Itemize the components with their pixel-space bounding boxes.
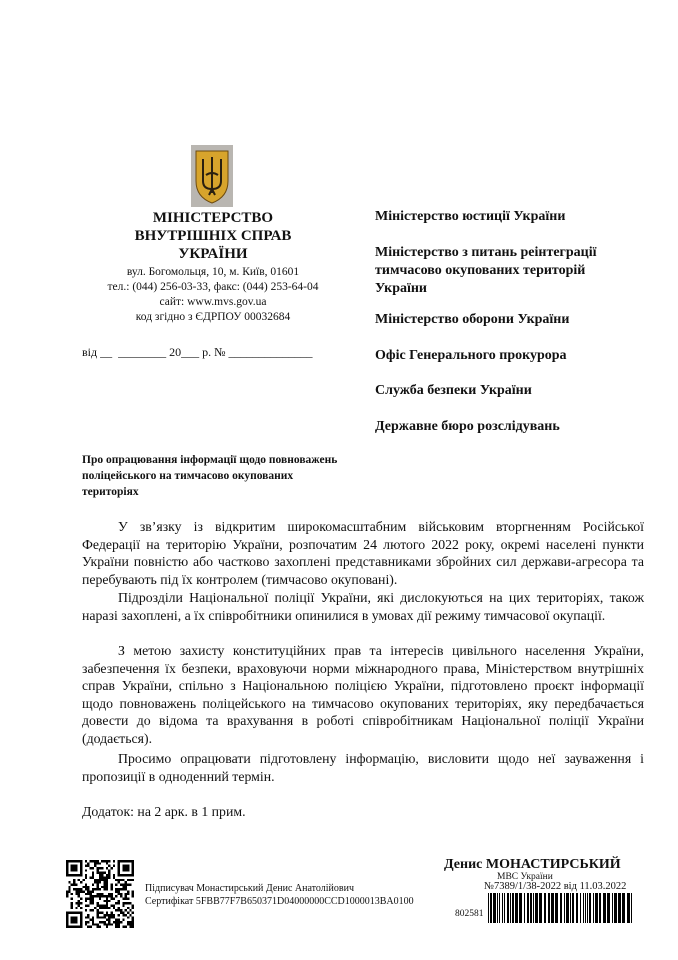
ministry-website: сайт: www.mvs.gov.ua: [159, 296, 267, 308]
qr-code-icon: [66, 860, 134, 928]
recipient-sbu: Служба безпеки України: [375, 383, 532, 398]
barcode-icon: [488, 893, 634, 923]
body-paragraph-4: Просимо опрацювати підготовлену інформацію, висловити щодо неї зауваження і пропозиції в одноденний термін.: [82, 751, 644, 784]
barcode-number: 802581: [455, 909, 484, 919]
attachment-note: Додаток: на 2 арк. в 1 прим.: [82, 804, 246, 819]
recipient-justice: Міністерство юстиції України: [375, 209, 566, 224]
ministry-name-line1: МІНІСТЕРСТВО: [152, 210, 274, 226]
recipient-prosecutor: Офіс Генерального прокурора: [375, 348, 567, 363]
ministry-name-line3: УКРАЇНИ: [178, 246, 248, 262]
body-paragraph-3: З метою захисту конституційних прав та інтересів цивільного населення України, забезпечення їх безпеки, враховуючи норми міжнародного права, Міністерством внутрішніх справ України, спільно з Національною поліцією України, підготовлено проєкт інформації щодо повноважень поліцейського на тимчасово окупованих територіях, яку передбачається довести до відома та врахування в роботі співробітникам Національної поліції України (додається).: [82, 643, 644, 746]
recipient-reintegration: Міністерство з питань реінтеграції тимчасово окупованих територій України: [375, 245, 597, 296]
ministry-phone: тел.: (044) 256-03-33, факс: (044) 253-64-04: [107, 281, 319, 293]
letter-subject: Про опрацювання інформації щодо повноважень поліцейського на тимчасово окупованих територіях: [82, 454, 338, 498]
body-paragraph-1: У зв’язку із відкритим широкомасштабним військовим вторгненням Російської Федерації на територію України, розпочатим 24 лютого 2022 року, окремі населені пункти України повністю або частково захоплені представниками збройних сил держави-агресора та перебувають під їх контролем (тимчасово окуповані).: [82, 519, 644, 587]
reference-line: від __ ________ 20___ р. № ______________: [82, 345, 313, 359]
registration-organization: МВС України: [497, 872, 553, 882]
digital-signer: Підписувач Монастирський Денис Анатолійович: [145, 883, 355, 894]
digital-certificate: Сертифікат 5FBB77F7B650371D04000000CCD1000013BA0100: [145, 896, 414, 907]
recipient-defense: Міністерство оборони України: [375, 312, 570, 327]
ministry-address: вул. Богомольця, 10, м. Київ, 01601: [126, 266, 300, 278]
body-paragraph-2: Підрозділи Національної поліції України, які дислокуються на цих територіях, також наразі захоплені, а їх співробітники опинилися в умовах дії режиму тимчасової окупації.: [82, 590, 644, 623]
ukraine-trident-icon: [191, 145, 233, 207]
recipient-dbr: Державне бюро розслідувань: [375, 419, 560, 434]
ministry-edrpou: код згідно з ЄДРПОУ 00032684: [135, 311, 291, 323]
signer-name: Денис МОНАСТИРСЬКИЙ: [444, 857, 621, 872]
registration-number: №7389/1/38-2022 від 11.03.2022: [484, 881, 627, 892]
ministry-name-line2: ВНУТРІШНІХ СПРАВ: [134, 228, 292, 244]
